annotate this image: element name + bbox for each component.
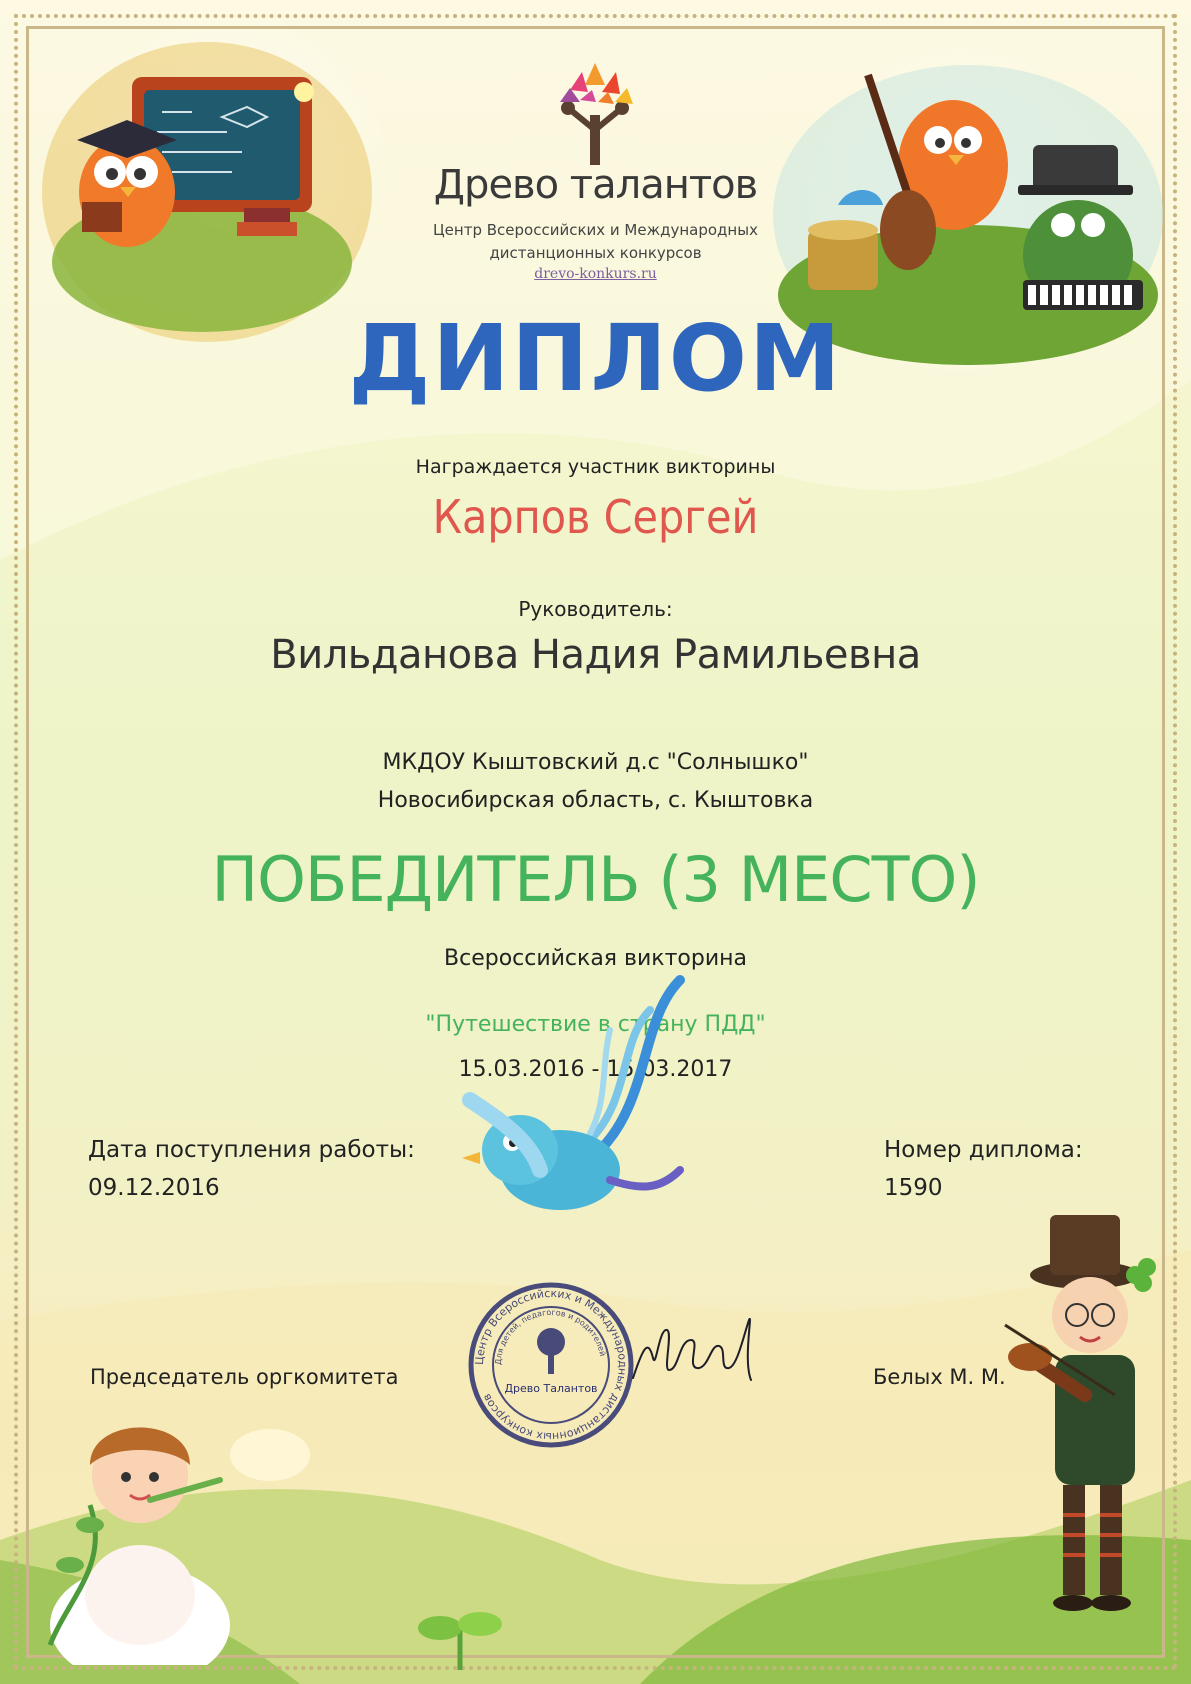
stamp-center-text: Древо Талантов <box>504 1382 598 1395</box>
contest-type: Всероссийская викторина <box>444 946 747 971</box>
sprout-illustration <box>410 1590 510 1670</box>
diploma-heading: ДИПЛОМ <box>348 305 843 412</box>
contest-dates: 15.03.2016 - 15.03.2017 <box>458 1057 733 1082</box>
stamp-inner-text: Для детей, педагогов и родителей <box>493 1307 608 1366</box>
organization-line1: МКДОУ Кыштовский д.с "Солнышко" <box>382 750 809 775</box>
supervisor-name: Вильданова Надия Рамильевна <box>270 632 921 678</box>
number-label: Номер диплома: <box>884 1137 1083 1163</box>
received-date: 09.12.2016 <box>88 1175 220 1201</box>
fairy-girl-illustration <box>30 1395 330 1665</box>
stamp-ring-text: Центр Всероссийских и Международных дистанционных конкурсов <box>472 1286 630 1444</box>
organization-stamp <box>466 1280 636 1450</box>
organization-line2: Новосибирская область, с. Кыштовка <box>377 788 814 813</box>
chair-name: Белых М. М. <box>873 1365 1006 1389</box>
awarded-text: Награждается участник викторины <box>415 456 776 478</box>
logo-subtitle-line1: Центр Всероссийских и Международных <box>433 221 758 239</box>
diploma-number: 1590 <box>884 1175 943 1201</box>
logo-subtitle-line2: дистанционных конкурсов <box>489 244 702 262</box>
received-block <box>88 1131 415 1207</box>
violinist-illustration <box>985 1215 1170 1655</box>
number-block <box>884 1131 1083 1207</box>
website-link[interactable]: drevo-konkurs.ru <box>534 266 657 282</box>
tree-people-icon <box>540 60 650 170</box>
participant-name: Карпов Сергей <box>432 490 759 544</box>
handwritten-signature <box>628 1318 758 1408</box>
organization <box>0 744 1191 820</box>
supervisor-label: Руководитель: <box>518 597 673 621</box>
logo-subtitle <box>0 219 1191 265</box>
blue-bird-illustration <box>450 970 730 1250</box>
chair-label: Председатель оргкомитета <box>90 1365 399 1389</box>
contest-name: "Путешествие в страну ПДД" <box>425 1012 766 1037</box>
award-place: ПОБЕДИТЕЛЬ (3 МЕСТО) <box>211 843 980 916</box>
received-label: Дата поступления работы: <box>88 1137 415 1163</box>
logo-title: Древо талантов <box>433 162 758 208</box>
